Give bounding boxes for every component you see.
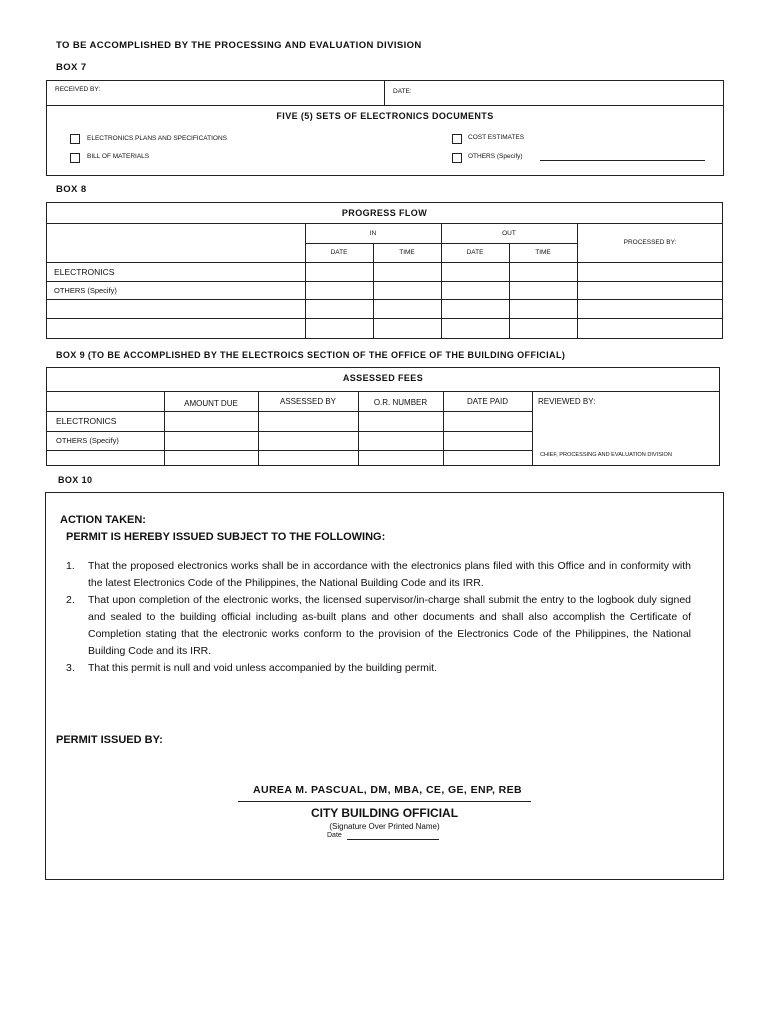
cost-estimates-checkbox[interactable]	[452, 134, 462, 144]
date-line[interactable]	[347, 839, 439, 840]
date-label: DATE:	[393, 88, 412, 95]
pf-line	[46, 318, 723, 319]
pf-line	[46, 299, 723, 300]
permit-subject-label: PERMIT IS HEREBY ISSUED SUBJECT TO THE FOLLOWING:	[66, 531, 386, 543]
box7-divider	[46, 105, 724, 106]
in-header: IN	[369, 229, 377, 237]
condition-number: 3.	[66, 662, 75, 674]
bill-of-materials-checkbox[interactable]	[70, 153, 80, 163]
condition-item	[65, 660, 691, 677]
pf-line	[46, 281, 723, 282]
condition-item	[65, 592, 691, 660]
amount-due-header: AMOUNT DUE	[184, 398, 238, 408]
or-number-header: O.R. NUMBER	[373, 397, 428, 407]
af-line	[46, 450, 532, 451]
in-date-header: DATE	[330, 249, 348, 256]
assessed-by-header: ASSESSED BY	[279, 396, 337, 406]
form-section-header: TO BE ACCOMPLISHED BY THE PROCESSING AND EVALUATION DIVISION	[56, 40, 422, 51]
documents-sets-title: FIVE (5) SETS OF ELECTRONICS DOCUMENTS	[276, 111, 494, 121]
others-checkbox[interactable]	[452, 153, 462, 163]
condition-text: That the proposed electronics works shall be in accordance with the electronics plans filed with this Office and in conformity with the latest Electronics Code of the Philippines, the National Building Code and its IRR.	[88, 560, 691, 589]
conditions-list	[65, 558, 691, 677]
progress-flow-title: PROGRESS FLOW	[341, 208, 428, 218]
box7-title: BOX 7	[56, 62, 87, 73]
chief-label: CHIEF, PROCESSING AND EVALUATION DIVISION	[540, 452, 672, 458]
processed-by-header: PROCESSED BY:	[623, 239, 677, 246]
out-header: OUT	[502, 229, 516, 237]
condition-text: That this permit is null and void unless accompanied by the building permit.	[88, 662, 438, 674]
condition-text: That upon completion of the electronic works, the licensed supervisor/in-charge shall submit the entry to the logbook duly signed and sealed to the building official including as-built plans and other documents and shall also accomplish the Certificate of Completion stating that the electronic works conform to the provision of the Electronics Code of the Philippines, the National Building Code and its IRR.	[88, 594, 691, 657]
others-label: OTHERS (Specify)	[468, 153, 523, 160]
date-label: Date	[327, 832, 342, 839]
out-time-header: TIME	[535, 249, 551, 256]
official-name: AUREA M. PASCUAL, DM, MBA, CE, GE, ENP, REB	[252, 784, 523, 796]
others-specify-line[interactable]	[540, 160, 705, 161]
reviewed-by-label: REVIEWED BY:	[538, 397, 596, 406]
assessed-fees-title: ASSESSED FEES	[342, 373, 424, 383]
electronics-plans-label: ELECTRONICS PLANS AND SPECIFICATIONS	[87, 135, 228, 142]
in-time-header: TIME	[399, 249, 415, 256]
box9-title: BOX 9 (TO BE ACCOMPLISHED BY THE ELECTROICS SECTION OF THE OFFICE OF THE BUILDING OFFICIAL)	[56, 350, 566, 360]
cost-estimates-label: COST ESTIMATES	[468, 134, 525, 141]
bill-of-materials-label: BILL OF MATERIALS	[87, 153, 150, 160]
signature-line	[238, 801, 531, 802]
pf-line	[46, 262, 723, 263]
condition-number: 1.	[66, 560, 75, 572]
electronics-plans-checkbox[interactable]	[70, 134, 80, 144]
permit-issued-by-label: PERMIT ISSUED BY:	[56, 734, 163, 746]
box8-title: BOX 8	[56, 184, 87, 195]
af-vline	[532, 391, 533, 466]
pf-row-others: OTHERS (Specify)	[54, 285, 117, 295]
signature-note: (Signature Over Printed Name)	[329, 822, 440, 831]
date-paid-header: DATE PAID	[466, 396, 509, 406]
af-line	[46, 391, 720, 392]
pf-row-electronics: ELECTRONICS	[54, 266, 115, 277]
af-line	[46, 411, 532, 412]
af-row-electronics: ELECTRONICS	[56, 416, 117, 426]
action-taken-label: ACTION TAKEN:	[60, 514, 146, 526]
box10-title: BOX 10	[58, 475, 93, 485]
received-by-label: RECEIVED BY:	[55, 86, 101, 93]
box7-vdivider	[384, 80, 385, 105]
official-title: CITY BUILDING OFFICIAL	[310, 806, 459, 820]
condition-item	[65, 558, 691, 592]
condition-number: 2.	[66, 594, 75, 606]
af-row-others: OTHERS (Specify)	[56, 436, 119, 445]
out-date-header: DATE	[466, 249, 484, 256]
box7-frame	[46, 80, 724, 176]
